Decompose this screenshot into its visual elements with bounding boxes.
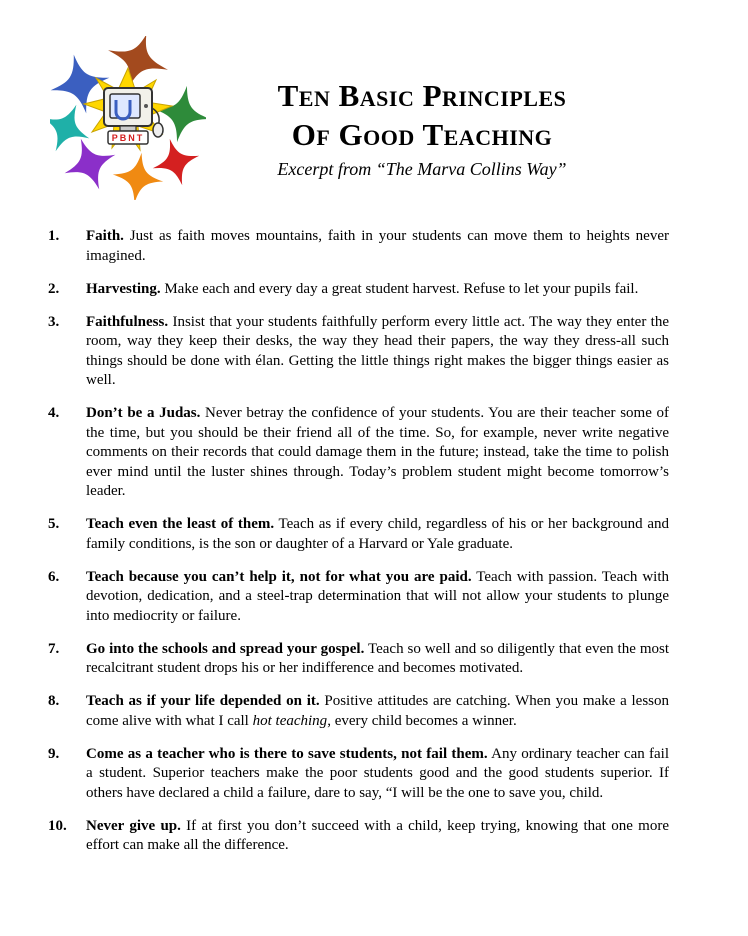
page-title-line1: Ten Basic Principles [277,78,567,113]
logo-label: PBNT [111,133,145,143]
principle-body: Positive attitudes are catching. When you make a lesson come alive with what I call [86,693,669,729]
principle-body: Teach as if every child, regardless of his or her background and family conditions, is the son or daughter of a Harvard or Yale graduate. [86,516,669,552]
principle-text [86,692,669,731]
principle-text [86,745,669,804]
principle-lead: Teach as if your life depended on it. [86,693,320,709]
principle-text [86,515,669,554]
principles-list [48,227,669,869]
principle-lead: Don’t be a Judas. [86,405,201,421]
principle-number: 6. [48,568,60,585]
pbnt-logo [50,36,206,200]
principle-lead: Harvesting. [86,280,161,297]
principle-body: Never betray the confidence of your students. You are their teacher some of the time, but you should be their friend all of the time. So, for example, never write negative comments on their records that could damage them in the future; instead, take the time to polish ever mind until the luster shines through. Today’s problem student might become tomorrow’s leader. [86,405,670,499]
principle-item [48,515,669,554]
principle-item [48,404,669,502]
pbnt-logo-icon [50,36,206,200]
principle-lead: Faith. [86,228,124,244]
computer-icon [104,88,163,144]
principle-text [86,404,669,502]
principle-lead: Come as a teacher who is there to save students, not fail them. [86,745,488,762]
principle-text [86,640,669,679]
title-block [198,76,646,180]
principle-item [48,280,669,300]
principle-number: 1. [48,228,60,244]
principle-body: Insist that your students faithfully perform every little act. The way they enter the room, way they keep their desks, the way they head their papers, the way they dress-all such things should be done with élan. Getting the little things right makes the bigger things easier as well. [86,313,669,388]
page-title [198,76,646,154]
page-subtitle: Excerpt from “The Marva Collins Way” [277,159,567,180]
principle-body: Teach so well and so diligently that even the most recalcitrant student drops his or her indifference and becomes motivated. [86,640,669,676]
principle-item [48,227,669,266]
principle-text [86,313,669,391]
principle-item [48,313,669,391]
principle-item [48,817,669,856]
principle-number: 7. [48,640,60,657]
principle-lead: Teach because you can’t help it, not for what you are paid. [86,568,472,585]
principle-number: 5. [48,516,60,532]
principle-body: If at first you don’t succeed with a child, keep trying, knowing that one more effort can make all the difference. [86,817,669,853]
principle-body: Just as faith moves mountains, faith in your students can move them to heights never imagined. [86,228,669,264]
principle-text [86,227,669,266]
principle-number: 2. [48,280,60,297]
page-title-line2: Of Good Teaching [291,117,553,153]
principle-body: Any ordinary teacher can fail a student. Superior teachers make the poor students good and the good students superior. If others have declared a child a failure, dare to say, “I will be the one to save you, child. [86,745,669,801]
principle-body-italic: hot teaching [252,712,328,729]
principle-item [48,745,669,804]
principle-body: , every child becomes a winner. [327,712,517,729]
principle-lead: Go into the schools and spread your gospel. [86,640,365,657]
principle-item [48,568,669,627]
principle-number: 9. [48,745,60,762]
principle-body: Make each and every day a great student harvest. Refuse to let your pupils fail. [160,280,639,297]
principle-lead: Teach even the least of them. [86,516,275,532]
principle-number: 4. [48,405,60,421]
principle-lead: Never give up. [86,817,181,834]
principle-text [86,568,669,627]
principle-text [86,817,669,856]
principle-number: 8. [48,693,60,709]
principle-body: Teach with passion. Teach with devotion, dedication, and a steel-trap determination that will not allow your students to plunge into mediocrity or failure. [86,568,669,624]
principle-number: 3. [48,313,60,330]
principle-item [48,640,669,679]
principle-number: 10. [48,817,67,834]
principle-text [86,280,669,300]
principle-item [48,692,669,731]
principle-lead: Faithfulness. [86,313,169,330]
